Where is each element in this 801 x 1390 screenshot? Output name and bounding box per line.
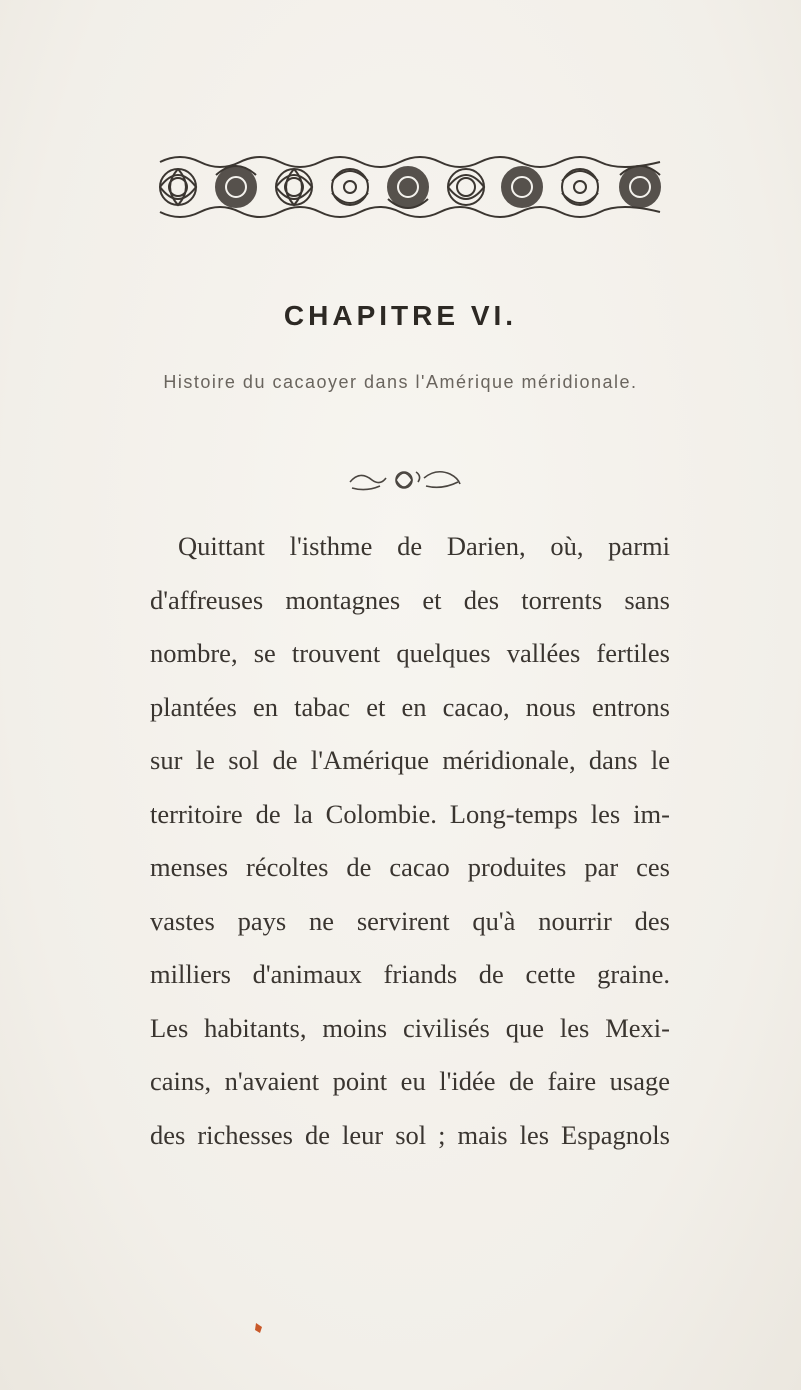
chapter-subtitle: Histoire du cacaoyer dans l'Amérique méridionale. xyxy=(163,372,638,392)
text-line: territoire de la Colombie. Long-temps les im- xyxy=(150,798,670,829)
text-line: Quittant l'isthme de Darien, où, parmi xyxy=(178,531,670,561)
text-line: des richesses de leur sol ; mais les Espagnols xyxy=(150,1119,670,1150)
text-line: sur le sol de l'Amérique méridionale, dans le xyxy=(150,745,670,775)
text-line: Les habitants, moins civilisés que les Mexi- xyxy=(150,1012,670,1043)
text-line: menses récoltes de cacao produites par ces xyxy=(150,852,670,882)
text-line: cains, n'avaient point eu l'idée de faire usage xyxy=(150,1066,670,1096)
ink-spot-icon xyxy=(254,1322,264,1334)
text-line: milliers d'animaux friands de cette graine. xyxy=(150,959,670,989)
fleuron-divider-icon xyxy=(346,462,464,498)
chapter-title: CHAPITRE VI. xyxy=(283,300,518,331)
text-line: nombre, se trouvent quelques vallées fertiles xyxy=(150,638,670,668)
chapter-body xyxy=(150,520,670,1162)
text-line: vastes pays ne servirent qu'à nourrir des xyxy=(150,905,670,936)
text-line: plantées en tabac et en cacao, nous entrons xyxy=(150,691,670,722)
text-line: d'affreuses montagnes et des torrents sans xyxy=(150,584,670,615)
ornamental-band-icon xyxy=(150,152,670,222)
